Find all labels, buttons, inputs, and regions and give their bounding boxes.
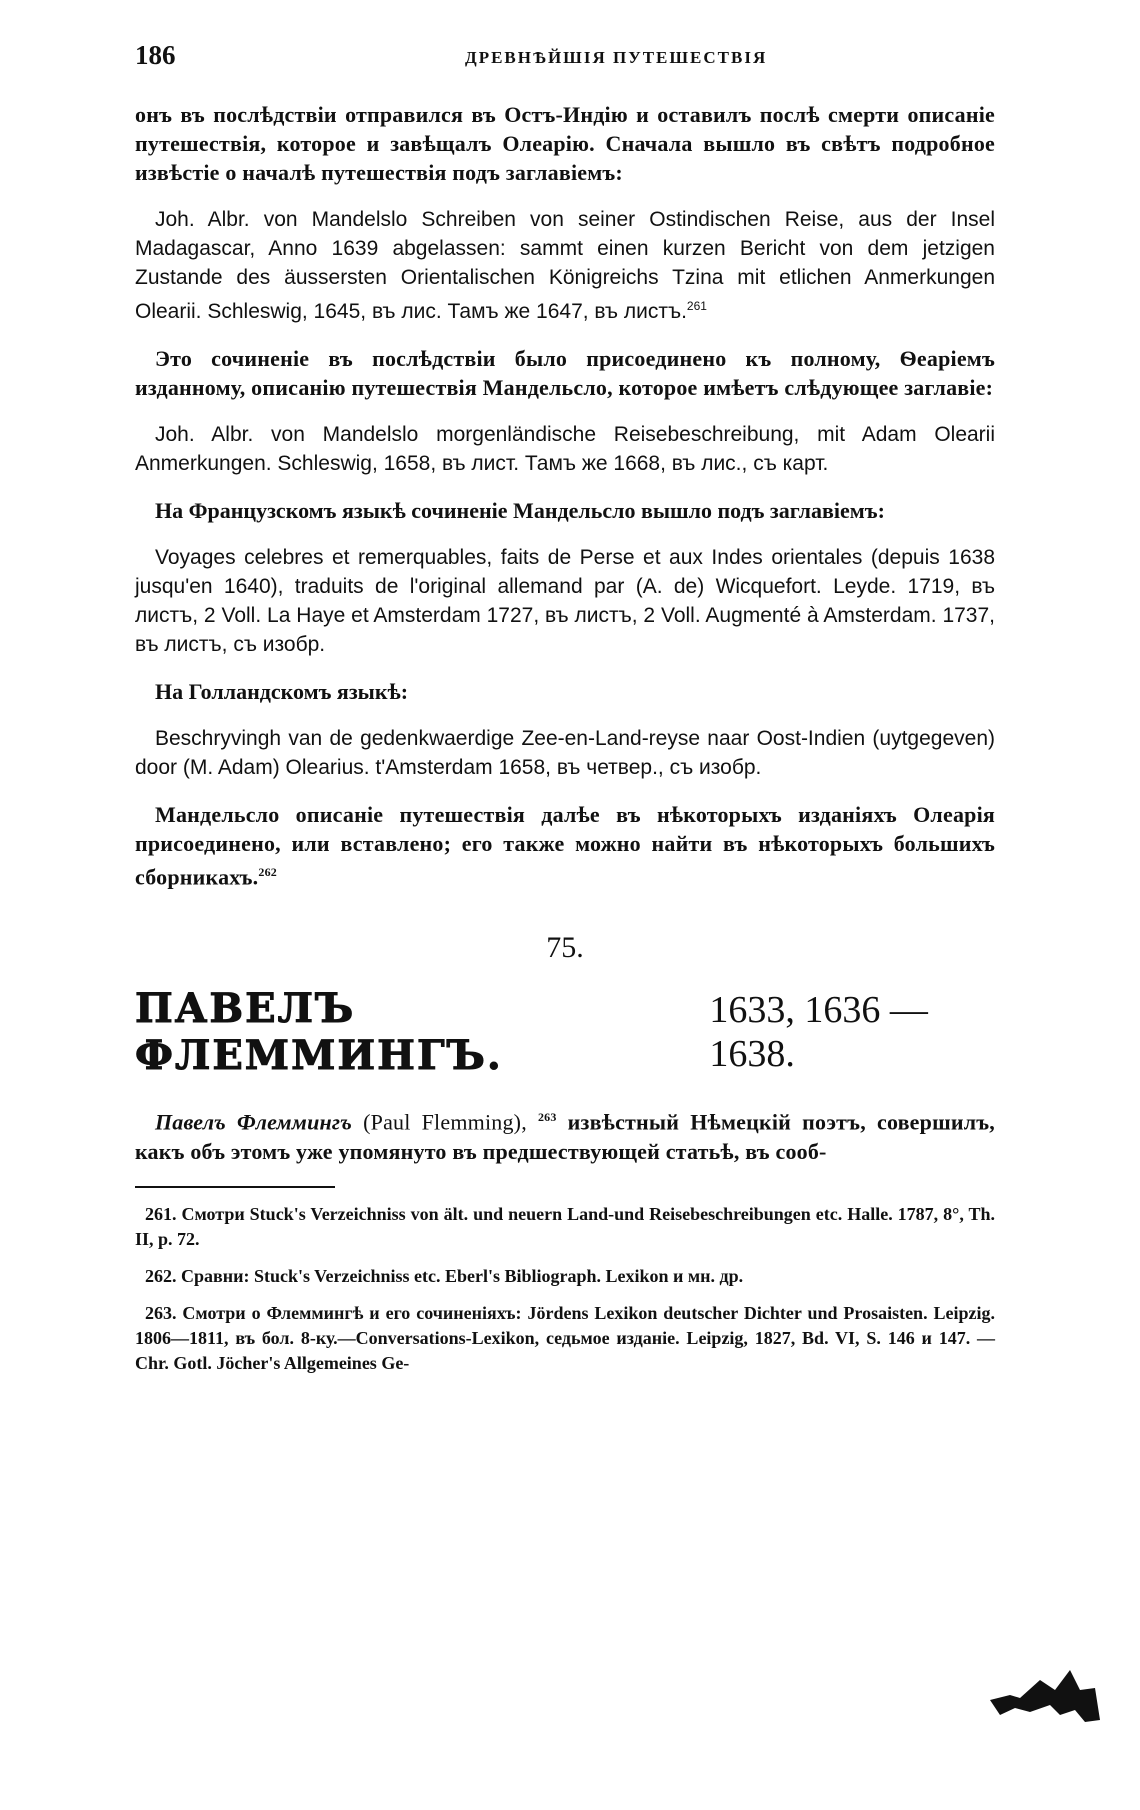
flemming-intro-paragraph (135, 1103, 995, 1165)
chapter-heading (135, 985, 995, 1079)
bibliography-entry: Joh. Albr. von Mandelslo morgenländische Reisebeschreibung, mit Adam Olearii Anmerkungen. Schleswig, 1658, въ лист. Тамъ же 1668, въ лис., съ карт. (135, 423, 995, 475)
footnote-ref: 261 (686, 299, 707, 313)
footnote-ref: 262 (258, 865, 277, 879)
paragraph-mandelslo-intro: онъ въ послѣдствіи отправился въ Остъ-Индію и оставилъ послѣ смерти описаніе путешествія, которое и завѣщалъ Олеарію. Сначала вышло въ свѣтъ подробное извѣстіе о началѣ путешествія подъ заглавіемъ: (135, 102, 995, 185)
bibliography-entry (135, 205, 995, 326)
footnote-divider (135, 1186, 335, 1188)
bibliography-entry: Voyages celebres et remerquables, faits de Perse et aux Indes orientales (depuis 1638 jusqu'en 1640), traduits de l'original allemand par (A. de) Wicquefort. Leyde. 1719, въ листъ, 2 Voll. La Haye et Amsterdam 1727, въ листъ, 2 Voll. Augmenté à Amsterdam. 1737, въ листъ, съ изобр. (135, 546, 995, 656)
page-header (135, 40, 995, 80)
page-number: 186 (135, 40, 176, 70)
section-number: 75. (546, 931, 584, 965)
french-edition-heading: На Французскомъ языкѣ сочиненіе Мандельсло вышло подъ заглавіемъ: (155, 498, 885, 523)
footnote-262: 262. Сравни: Stuck's Verzeichniss etc. Eberl's Bibliograph. Lexikon и мн. др. (145, 1265, 744, 1286)
scan-artifact-mark (980, 1660, 1110, 1730)
paragraph-collections (135, 800, 995, 891)
footnote-261: 261. Смотри Stuck's Verzeichniss von ält. und neuern Land-und Reisebeschreibungen etc. Halle. 1787, 8°, Th. II, p. 72. (135, 1203, 995, 1249)
flemming-name: Павелъ Флеммингъ (155, 1109, 353, 1135)
flemming-intro-text: извѣстный Нѣмецкій поэтъ, совершилъ, какъ объ этомъ уже упомянуто въ предшествующей статьѣ, въ сооб- (135, 1109, 995, 1164)
paragraph-complete-edition: Это сочиненіе въ послѣдствіи было присоединено къ полному, Ѳеаріемъ изданному, описанію путешествія Мандельсло, которое имѣетъ слѣдующее заглавіе: (135, 346, 995, 400)
flemming-latin-name: (Paul Flemming), (363, 1109, 527, 1135)
bibliography-entry: Beschryvingh van de gedenkwaerdige Zee-en-Land-reyse naar Oost-Indien (uytgegeven) door (M. Adam) Olearius. t'Amsterdam 1658, въ четвер., съ изобр. (135, 727, 995, 779)
paragraph-collections-text: Мандельсло описаніе путешествія далѣе въ нѣкоторыхъ изданіяхъ Олеарія присоединено, или вставлено; его также можно найти въ нѣкоторыхъ большихъ сборникахъ. (135, 802, 995, 890)
footnote-ref: 263 (537, 1110, 557, 1125)
footnote-263: 263. Смотри о Флеммингѣ и его сочиненіяхъ: Jördens Lexikon deutscher Dichter und Prosaisten. Leipzig. 1806—1811, въ бол. 8-ку.—Conversations-Lexikon, седьмое изданіе. Leipzig, 1827, Bd. VI, S. 146 и 147. — Chr. Gotl. Jöcher's Allgemeines Ge- (135, 1302, 995, 1373)
body-text (135, 100, 995, 1388)
bibliography-text: Joh. Albr. von Mandelslo Schreiben von seiner Ostindischen Reise, aus der Insel Madagascar, Anno 1639 abgelassen: sammt einen kurzen Bericht von dem jetzigen Zustande des äussersten Orientalischen Königreichs Tzina mit etlichen Anmerkungen Olearii. Schleswig, 1645, въ лис. Тамъ же 1647, въ листъ. (135, 208, 995, 323)
dutch-edition-heading: На Голландскомъ языкѣ: (155, 679, 409, 704)
chapter-years: 1633, 1636 — 1638. (709, 989, 928, 1076)
chapter-title: ПАВЕЛЪ ФЛЕММИНГЪ. (135, 985, 503, 1080)
running-head: ДРЕВНѢЙШІЯ ПУТЕШЕСТВІЯ (465, 48, 768, 67)
